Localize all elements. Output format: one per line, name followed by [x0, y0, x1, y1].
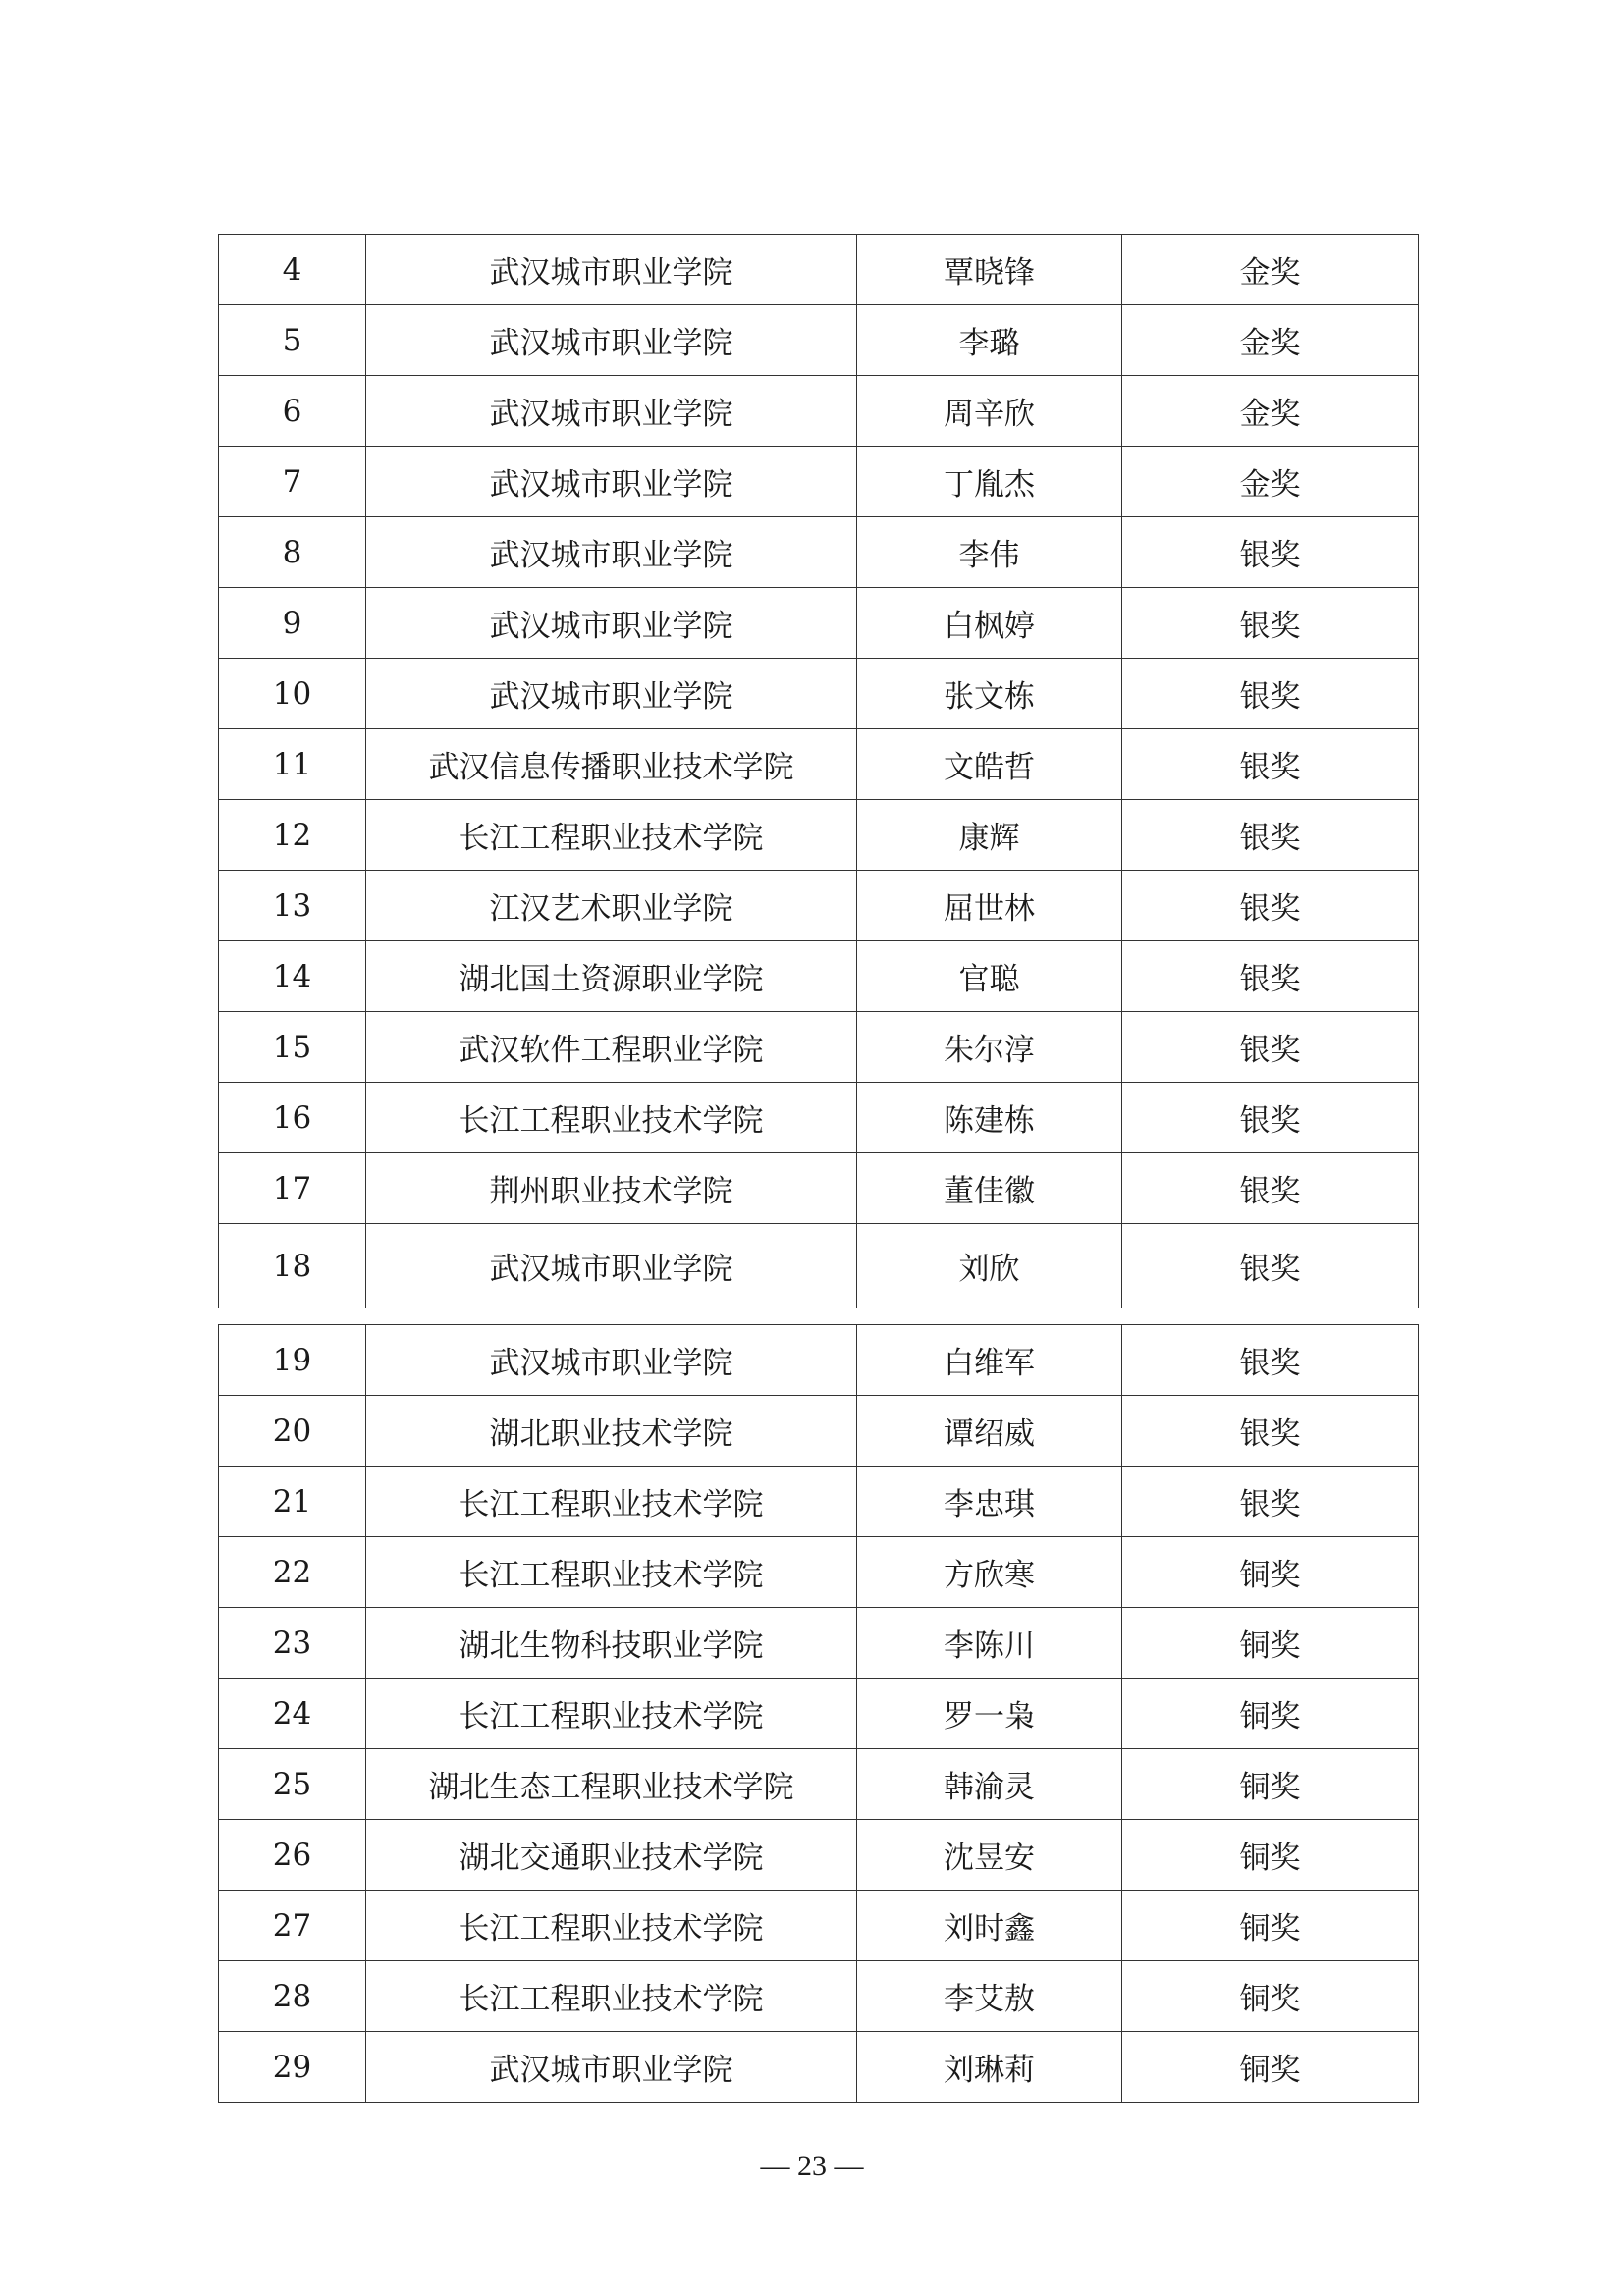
table-row: [219, 517, 1419, 588]
school-name: 湖北国土资源职业学院: [366, 941, 857, 1012]
award-level: 铜奖: [1122, 1961, 1419, 2032]
school-name: 湖北交通职业技术学院: [366, 1820, 857, 1891]
row-number: 18: [219, 1224, 366, 1308]
winner-name: 屈世林: [857, 871, 1122, 941]
table-row: [219, 1749, 1419, 1820]
winner-name: 文皓哲: [857, 729, 1122, 800]
school-name: 武汉城市职业学院: [366, 1325, 857, 1396]
row-number: 13: [219, 871, 366, 941]
school-name: 长江工程职业技术学院: [366, 1467, 857, 1537]
winner-name: 李陈川: [857, 1608, 1122, 1679]
award-level: 银奖: [1122, 517, 1419, 588]
award-level: 银奖: [1122, 588, 1419, 659]
table-row: [219, 1083, 1419, 1153]
winner-name: 覃晓锋: [857, 235, 1122, 305]
winner-name: 罗一枭: [857, 1679, 1122, 1749]
award-level: 银奖: [1122, 1467, 1419, 1537]
row-number: 22: [219, 1537, 366, 1608]
award-level: 银奖: [1122, 1224, 1419, 1308]
row-number: 6: [219, 376, 366, 447]
winner-name: 谭绍威: [857, 1396, 1122, 1467]
school-name: 长江工程职业技术学院: [366, 800, 857, 871]
award-level: 铜奖: [1122, 1749, 1419, 1820]
row-number: 21: [219, 1467, 366, 1537]
winner-name: 康辉: [857, 800, 1122, 871]
award-level: 银奖: [1122, 1083, 1419, 1153]
winner-name: 官聪: [857, 941, 1122, 1012]
row-number: 20: [219, 1396, 366, 1467]
award-level: 铜奖: [1122, 1679, 1419, 1749]
row-number: 16: [219, 1083, 366, 1153]
winner-name: 李忠琪: [857, 1467, 1122, 1537]
winner-name: 刘时鑫: [857, 1891, 1122, 1961]
winner-name: 朱尔淳: [857, 1012, 1122, 1083]
row-number: 15: [219, 1012, 366, 1083]
table-row: [219, 376, 1419, 447]
award-table-part-2: [218, 1324, 1419, 2103]
award-level: 银奖: [1122, 871, 1419, 941]
award-table-part-1: [218, 234, 1419, 1308]
winner-name: 董佳徽: [857, 1153, 1122, 1224]
table-row: [219, 2032, 1419, 2103]
school-name: 湖北生态工程职业技术学院: [366, 1749, 857, 1820]
table-row: [219, 729, 1419, 800]
school-name: 长江工程职业技术学院: [366, 1891, 857, 1961]
award-level: 银奖: [1122, 800, 1419, 871]
winner-name: 李伟: [857, 517, 1122, 588]
row-number: 23: [219, 1608, 366, 1679]
row-number: 4: [219, 235, 366, 305]
row-number: 12: [219, 800, 366, 871]
winner-name: 李璐: [857, 305, 1122, 376]
school-name: 湖北生物科技职业学院: [366, 1608, 857, 1679]
table-row: [219, 1891, 1419, 1961]
award-level: 铜奖: [1122, 1537, 1419, 1608]
winner-name: 韩渝灵: [857, 1749, 1122, 1820]
row-number: 29: [219, 2032, 366, 2103]
award-level: 银奖: [1122, 941, 1419, 1012]
table-row: [219, 1325, 1419, 1396]
row-number: 19: [219, 1325, 366, 1396]
award-level: 金奖: [1122, 235, 1419, 305]
school-name: 武汉城市职业学院: [366, 447, 857, 517]
school-name: 江汉艺术职业学院: [366, 871, 857, 941]
award-level: 铜奖: [1122, 2032, 1419, 2103]
table-row: [219, 1153, 1419, 1224]
row-number: 28: [219, 1961, 366, 2032]
award-level: 铜奖: [1122, 1891, 1419, 1961]
winner-name: 沈昱安: [857, 1820, 1122, 1891]
school-name: 武汉城市职业学院: [366, 2032, 857, 2103]
school-name: 长江工程职业技术学院: [366, 1679, 857, 1749]
row-number: 9: [219, 588, 366, 659]
table-row: [219, 1396, 1419, 1467]
school-name: 武汉城市职业学院: [366, 1224, 857, 1308]
row-number: 24: [219, 1679, 366, 1749]
table-row: [219, 941, 1419, 1012]
winner-name: 刘琳莉: [857, 2032, 1122, 2103]
award-level: 银奖: [1122, 1153, 1419, 1224]
award-level: 金奖: [1122, 305, 1419, 376]
row-number: 5: [219, 305, 366, 376]
row-number: 8: [219, 517, 366, 588]
row-number: 14: [219, 941, 366, 1012]
winner-name: 周辛欣: [857, 376, 1122, 447]
row-number: 27: [219, 1891, 366, 1961]
award-level: 银奖: [1122, 729, 1419, 800]
table-row: [219, 588, 1419, 659]
row-number: 17: [219, 1153, 366, 1224]
table-row: [219, 1224, 1419, 1308]
award-level: 金奖: [1122, 447, 1419, 517]
winner-name: 白枫婷: [857, 588, 1122, 659]
school-name: 长江工程职业技术学院: [366, 1537, 857, 1608]
winner-name: 陈建栋: [857, 1083, 1122, 1153]
table-row: [219, 1467, 1419, 1537]
page-number: — 23 —: [760, 2150, 864, 2182]
school-name: 长江工程职业技术学院: [366, 1083, 857, 1153]
table-row: [219, 1537, 1419, 1608]
school-name: 武汉城市职业学院: [366, 235, 857, 305]
row-number: 25: [219, 1749, 366, 1820]
school-name: 武汉城市职业学院: [366, 305, 857, 376]
table-row: [219, 235, 1419, 305]
award-level: 银奖: [1122, 1325, 1419, 1396]
winner-name: 刘欣: [857, 1224, 1122, 1308]
school-name: 武汉城市职业学院: [366, 588, 857, 659]
school-name: 长江工程职业技术学院: [366, 1961, 857, 2032]
school-name: 荆州职业技术学院: [366, 1153, 857, 1224]
award-level: 银奖: [1122, 1396, 1419, 1467]
table-row: [219, 1820, 1419, 1891]
award-level: 银奖: [1122, 659, 1419, 729]
table-row: [219, 1679, 1419, 1749]
table-row: [219, 1961, 1419, 2032]
award-level: 铜奖: [1122, 1820, 1419, 1891]
table-row: [219, 1608, 1419, 1679]
school-name: 武汉城市职业学院: [366, 659, 857, 729]
winner-name: 方欣寒: [857, 1537, 1122, 1608]
award-level: 金奖: [1122, 376, 1419, 447]
row-number: 11: [219, 729, 366, 800]
winner-name: 张文栋: [857, 659, 1122, 729]
row-number: 7: [219, 447, 366, 517]
winner-name: 丁胤杰: [857, 447, 1122, 517]
row-number: 10: [219, 659, 366, 729]
table-row: [219, 871, 1419, 941]
school-name: 武汉信息传播职业技术学院: [366, 729, 857, 800]
table-row: [219, 1012, 1419, 1083]
table-row: [219, 447, 1419, 517]
award-level: 银奖: [1122, 1012, 1419, 1083]
row-number: 26: [219, 1820, 366, 1891]
school-name: 武汉城市职业学院: [366, 517, 857, 588]
school-name: 武汉软件工程职业学院: [366, 1012, 857, 1083]
school-name: 湖北职业技术学院: [366, 1396, 857, 1467]
table-row: [219, 659, 1419, 729]
table-row: [219, 305, 1419, 376]
winner-name: 李艾敖: [857, 1961, 1122, 2032]
school-name: 武汉城市职业学院: [366, 376, 857, 447]
award-level: 铜奖: [1122, 1608, 1419, 1679]
table-row: [219, 800, 1419, 871]
winner-name: 白维军: [857, 1325, 1122, 1396]
